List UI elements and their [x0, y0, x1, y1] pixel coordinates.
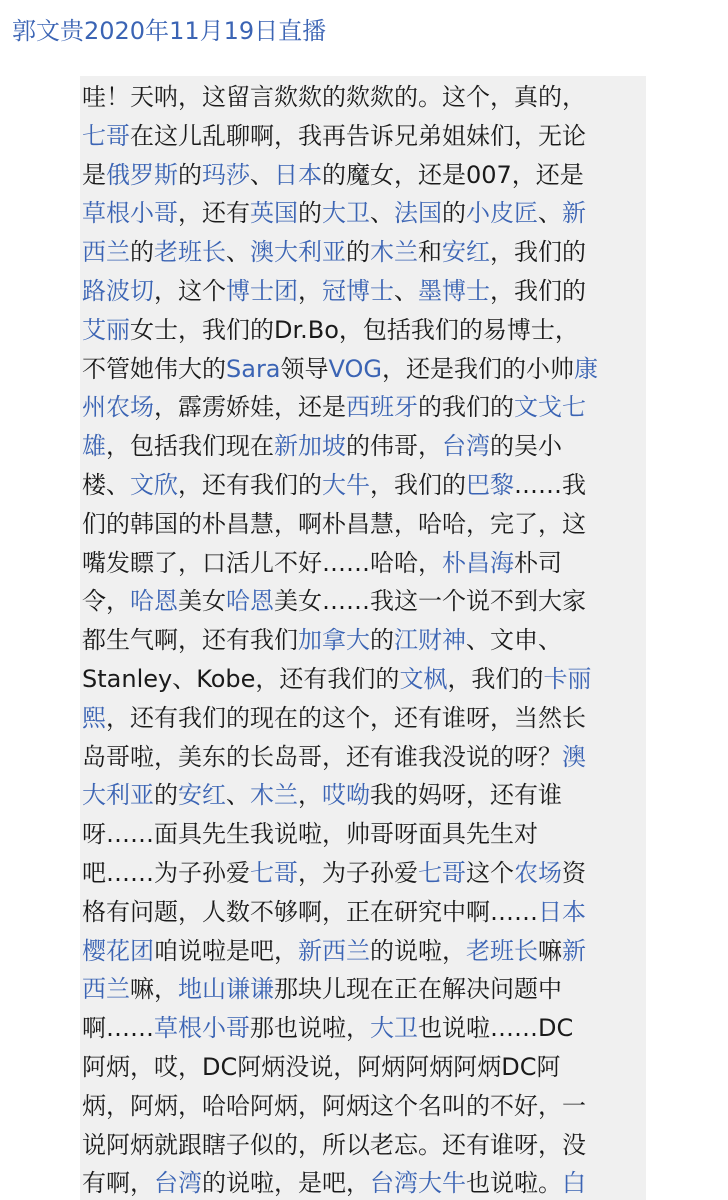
- transcript-line: [82, 582, 586, 620]
- transcript-text: 的魔女，还是007，还是: [322, 160, 584, 189]
- transcript-link[interactable]: 冠博士: [322, 277, 394, 305]
- transcript-link[interactable]: 新加坡: [274, 432, 346, 461]
- transcript-line: [82, 621, 562, 659]
- transcript-link[interactable]: 草根小哥: [82, 199, 178, 228]
- transcript-text: 哇！天呐，这留言欻欻的欻欻的。这个，真的，: [82, 83, 586, 111]
- transcript-line: [82, 78, 586, 116]
- transcript-link[interactable]: 台湾: [154, 1169, 202, 1198]
- transcript-text: ，还有: [178, 199, 250, 228]
- transcript-line: [82, 194, 586, 232]
- transcript-link[interactable]: 西班牙: [346, 393, 418, 422]
- transcript-link[interactable]: 朴昌海: [442, 548, 514, 577]
- transcript-link[interactable]: 大牛: [322, 471, 370, 499]
- transcript-text: 和: [418, 238, 442, 267]
- transcript-link[interactable]: 江财神: [394, 626, 466, 655]
- transcript-text: 的我们的: [418, 393, 514, 422]
- transcript-text: 阿炳，哎，DC阿炳没说，阿炳阿炳阿炳DC阿: [82, 1053, 561, 1081]
- transcript-text: 说阿炳就跟瞎子似的，所以老忘。还有谁呀，没: [82, 1130, 586, 1159]
- transcript-link[interactable]: 新: [562, 936, 586, 965]
- transcript-line: [82, 738, 586, 776]
- transcript-link[interactable]: 台湾: [370, 1169, 418, 1198]
- transcript-text: 的说啦，: [370, 936, 466, 965]
- transcript-line: [82, 1164, 586, 1200]
- transcript-text: 令，: [82, 587, 130, 616]
- transcript-link[interactable]: 西兰: [82, 238, 130, 267]
- transcript-link[interactable]: 安红: [442, 238, 490, 267]
- transcript-line: [82, 1009, 573, 1047]
- transcript-text: ，: [298, 781, 322, 810]
- transcript-link[interactable]: 木兰: [370, 238, 418, 267]
- transcript-line: [82, 660, 591, 698]
- transcript-link[interactable]: 樱花团: [82, 936, 154, 965]
- transcript-text: ，包括我们现在: [106, 432, 274, 461]
- transcript-text: ，这个: [154, 277, 226, 305]
- transcript-text: ，霹雳娇娃，还是: [154, 393, 346, 422]
- transcript-link[interactable]: 文欣: [130, 471, 178, 499]
- transcript-link[interactable]: 澳: [562, 742, 586, 771]
- transcript-text: 美女……我这一个说不到大家: [274, 587, 586, 616]
- transcript-text: ，我们的: [370, 471, 466, 499]
- transcript-line: [82, 427, 562, 465]
- transcript-quote-block: [80, 76, 646, 1200]
- transcript-link[interactable]: 澳大利亚: [250, 238, 346, 267]
- transcript-text: 嘴发瞟了，口活儿不好……哈哈，: [82, 548, 442, 577]
- transcript-text: 是: [82, 160, 106, 189]
- transcript-link[interactable]: Sara: [226, 354, 281, 383]
- transcript-line: [82, 970, 562, 1008]
- transcript-text: 们的韩国的朴昌慧，啊朴昌慧，哈哈，完了，这: [82, 509, 586, 538]
- transcript-link[interactable]: 草根小哥: [154, 1014, 250, 1043]
- transcript-text: 不管她伟大的: [82, 354, 226, 383]
- transcript-text: 在这儿乱聊啊，我再告诉兄弟姐妹们，无论: [130, 121, 586, 150]
- transcript-line: [82, 1087, 586, 1125]
- transcript-link[interactable]: 地山谦谦: [178, 975, 274, 1004]
- transcript-line: [82, 854, 586, 892]
- transcript-text: 咱说啦是吧，: [154, 936, 298, 965]
- transcript-text: 这个: [466, 859, 514, 887]
- transcript-line: [82, 815, 538, 853]
- transcript-text: 朴司: [514, 548, 562, 577]
- transcript-text: 呀……面具先生我说啦，帅哥呀面具先生对: [82, 820, 538, 849]
- transcript-link[interactable]: 大卫: [322, 199, 370, 228]
- transcript-link[interactable]: 熙: [82, 703, 106, 732]
- page-title: 郭文贵2020年11月19日直播: [12, 17, 327, 45]
- transcript-link[interactable]: 艾丽: [82, 315, 130, 344]
- transcript-link[interactable]: 七哥: [418, 859, 466, 887]
- transcript-text: 的: [130, 238, 154, 267]
- transcript-line: [82, 893, 586, 931]
- transcript-line: [82, 466, 586, 504]
- transcript-text: 资: [562, 859, 586, 887]
- transcript-text: 岛哥啦，美东的长岛哥，还有谁我没说的呀？: [82, 742, 562, 771]
- transcript-link[interactable]: 博士团: [226, 277, 298, 305]
- transcript-line: [82, 233, 586, 271]
- transcript-link[interactable]: 大利亚: [82, 781, 154, 810]
- transcript-text: 的伟哥，: [346, 432, 442, 461]
- transcript-link[interactable]: 哈恩: [130, 587, 178, 616]
- transcript-text: 啊……: [82, 1014, 154, 1043]
- transcript-link[interactable]: 大卫: [370, 1014, 418, 1043]
- transcript-link[interactable]: 日本: [274, 160, 322, 189]
- transcript-link[interactable]: 西兰: [82, 975, 130, 1004]
- transcript-link[interactable]: 英国: [250, 199, 298, 228]
- transcript-text: 女士，我们的Dr.Bo，包括我们的易博士，: [130, 315, 579, 344]
- transcript-text: 楼、: [82, 471, 130, 499]
- transcript-line: [82, 156, 584, 194]
- transcript-text: 的: [178, 160, 202, 189]
- transcript-link[interactable]: 木兰: [250, 781, 298, 810]
- transcript-link[interactable]: 新: [562, 199, 586, 228]
- transcript-link[interactable]: 新西兰: [298, 936, 370, 965]
- transcript-line: [82, 544, 562, 582]
- transcript-text: 也说啦。: [466, 1169, 562, 1198]
- transcript-text: ，: [298, 277, 322, 305]
- transcript-link[interactable]: 小皮匠: [466, 199, 538, 228]
- transcript-text: 有啊，: [82, 1169, 154, 1198]
- transcript-line: [82, 272, 586, 310]
- transcript-line: [82, 776, 562, 814]
- transcript-line: [82, 311, 579, 349]
- transcript-text: ，我们的: [490, 277, 586, 305]
- transcript-text: ，为子孙爱: [298, 859, 418, 887]
- transcript-text: 的: [346, 238, 370, 267]
- transcript-text: 、: [250, 160, 274, 189]
- transcript-link[interactable]: 法国: [394, 199, 442, 228]
- transcript-text: 的: [370, 626, 394, 655]
- transcript-link[interactable]: 台湾: [442, 432, 490, 461]
- transcript-text: ……我: [514, 471, 586, 499]
- transcript-link[interactable]: VOG: [328, 354, 382, 383]
- transcript-line: [82, 388, 586, 426]
- transcript-text: ，我们的: [490, 238, 586, 267]
- transcript-text: 的说啦，是吧，: [202, 1169, 370, 1198]
- transcript-text: 、文申、: [466, 626, 562, 655]
- transcript-text: 那也说啦，: [250, 1014, 370, 1043]
- transcript-text: 美女: [178, 587, 226, 616]
- transcript-link[interactable]: 哎呦: [322, 781, 370, 810]
- transcript-link[interactable]: 巴黎: [466, 471, 514, 499]
- transcript-line: [82, 505, 586, 543]
- transcript-line: [82, 699, 586, 737]
- transcript-link[interactable]: 卡丽: [543, 665, 592, 693]
- transcript-text: 也说啦……DC: [418, 1014, 574, 1043]
- transcript-link[interactable]: 白: [562, 1169, 586, 1198]
- transcript-text: 、: [538, 199, 562, 228]
- transcript-link[interactable]: 大牛: [418, 1169, 466, 1198]
- transcript-text: 炳，阿炳，哈哈阿炳，阿炳这个名叫的不好，一: [82, 1091, 586, 1120]
- transcript-link[interactable]: 老班长: [466, 936, 538, 965]
- transcript-text: ，我们的: [447, 665, 544, 693]
- transcript-text: 嘛，: [130, 975, 178, 1004]
- transcript-text: 那块儿现在正在解决问题中: [274, 975, 562, 1004]
- transcript-link[interactable]: 文枫: [399, 665, 448, 693]
- transcript-link[interactable]: 康: [574, 354, 598, 383]
- transcript-text: 、: [394, 277, 418, 305]
- transcript-text: 领导: [280, 354, 329, 383]
- transcript-link[interactable]: 七哥: [250, 859, 298, 887]
- transcript-text: Stanley、Kobe，还有我们的: [82, 665, 400, 693]
- transcript-link[interactable]: 州农场: [82, 393, 154, 422]
- transcript-link[interactable]: 墨博士: [418, 277, 490, 305]
- transcript-text: 、: [226, 238, 250, 267]
- transcript-line: [82, 117, 586, 155]
- transcript-text: 的: [154, 781, 178, 810]
- transcript-link[interactable]: 老班长: [154, 238, 226, 267]
- transcript-line: [82, 1126, 586, 1164]
- transcript-link[interactable]: 雄: [82, 432, 106, 461]
- transcript-link[interactable]: 俄罗斯: [106, 160, 178, 189]
- transcript-text: 的: [298, 199, 322, 228]
- transcript-link[interactable]: 加拿大: [298, 626, 370, 655]
- transcript-text: ，还是我们的小帅: [382, 354, 574, 383]
- transcript-link[interactable]: 文戈七: [514, 393, 586, 422]
- transcript-text: 的吴小: [490, 432, 562, 461]
- transcript-line: [82, 1048, 560, 1086]
- transcript-text: 都生气啊，还有我们: [82, 626, 298, 655]
- transcript-text: 格有问题，人数不够啊，正在研究中啊……: [82, 897, 538, 926]
- transcript-link[interactable]: 七哥: [82, 121, 130, 150]
- transcript-link[interactable]: 路波切: [82, 277, 154, 305]
- transcript-line: [82, 350, 598, 388]
- transcript-text: 、: [226, 781, 250, 810]
- transcript-link[interactable]: 安红: [178, 781, 226, 810]
- transcript-text: 、: [370, 199, 394, 228]
- transcript-link[interactable]: 哈恩: [226, 587, 274, 616]
- transcript-text: 我的妈呀，还有谁: [370, 781, 562, 810]
- transcript-text: ，还有我们的: [178, 471, 322, 499]
- transcript-text: ，还有我们的现在的这个，还有谁呀，当然长: [106, 703, 586, 732]
- transcript-link[interactable]: 农场: [514, 859, 562, 887]
- transcript-text: 嘛: [538, 936, 562, 965]
- transcript-text: 吧……为子孙爱: [82, 859, 250, 887]
- transcript-line: [82, 932, 586, 970]
- transcript-text: 的: [442, 199, 466, 228]
- transcript-link[interactable]: 日本: [538, 897, 586, 926]
- transcript-link[interactable]: 玛莎: [202, 160, 250, 189]
